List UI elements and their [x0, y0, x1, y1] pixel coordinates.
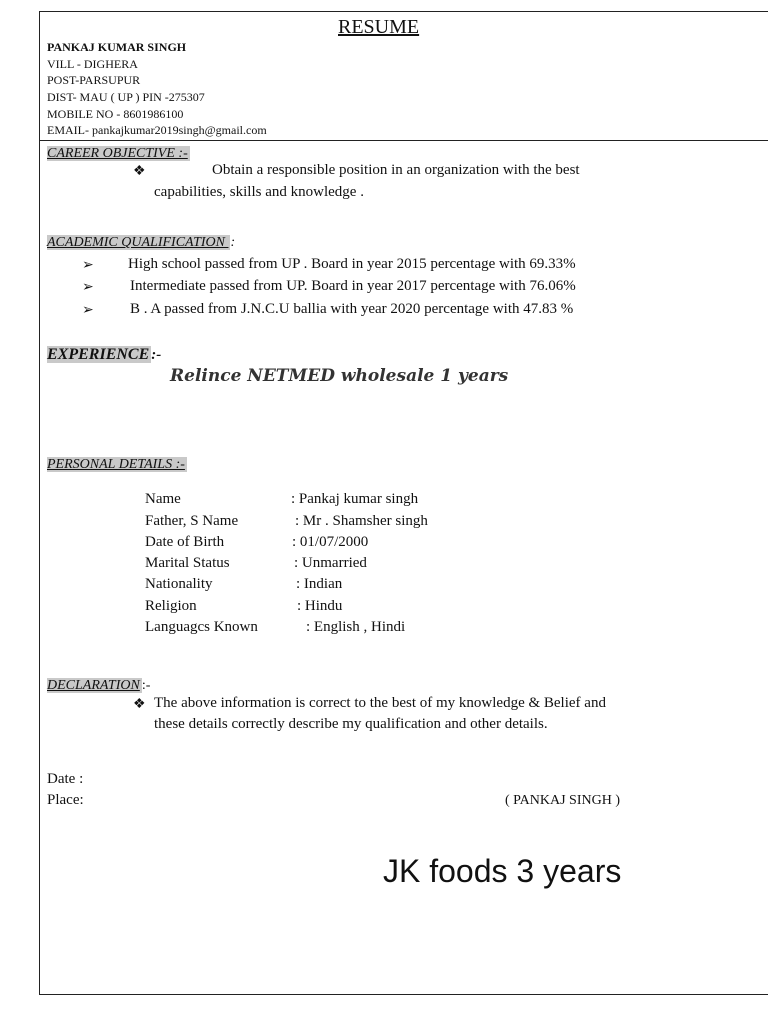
declaration-line-2: these details correctly describe my qualification and other details. — [154, 716, 548, 732]
candidate-name: PANKAJ KUMAR SINGH — [47, 40, 187, 54]
career-objective-line-1: Obtain a responsible position in an organization with the best — [212, 162, 580, 178]
detail-label-father: Father, S Name — [145, 513, 239, 529]
personal-details-label: PERSONAL DETAILS :- — [47, 457, 185, 472]
academic-label: ACADEMIC QUALIFICATION — [47, 235, 229, 250]
signature-name: ( PANKAJ SINGH ) — [505, 793, 620, 808]
address-post: POST-PARSUPUR — [47, 73, 141, 87]
address-district: DIST- MAU ( UP ) PIN -275307 — [47, 90, 205, 104]
detail-label-languages: Languagcs Known — [145, 619, 258, 635]
career-objective-line-2: capabilities, skills and knowledge . — [154, 184, 364, 200]
arrow-bullet-icon: ➢ — [82, 302, 94, 318]
detail-value-name: : Pankaj kumar singh — [291, 491, 419, 507]
detail-value-father: : Mr . Shamsher singh — [295, 513, 428, 529]
declaration-suffix: :- — [141, 678, 151, 693]
address-village: VILL - DIGHERA — [47, 57, 138, 71]
experience-heading — [47, 344, 161, 364]
career-objective-heading — [47, 142, 190, 162]
declaration-label: DECLARATION — [47, 678, 140, 693]
academic-colon: : — [230, 235, 236, 250]
place-label: Place: — [47, 792, 84, 808]
detail-label-nationality: Nationality — [145, 576, 213, 592]
personal-details-heading — [47, 453, 187, 473]
header-divider — [39, 140, 768, 141]
arrow-bullet-icon: ➢ — [82, 257, 94, 273]
diamond-bullet-icon: ❖ — [133, 163, 146, 179]
detail-label-marital: Marital Status — [145, 555, 230, 571]
detail-value-languages: : English , Hindi — [306, 619, 406, 635]
experience-suffix: :- — [151, 347, 162, 363]
experience-annotation: JK foods 3 years — [383, 853, 622, 889]
email-address: EMAIL- pankajkumar2019singh@gmail.com — [47, 123, 267, 137]
date-label: Date : — [47, 771, 84, 787]
arrow-bullet-icon: ➢ — [82, 279, 94, 295]
experience-item: Relince NETMED wholesale 1 years — [170, 366, 509, 386]
detail-value-marital: : Unmarried — [294, 555, 367, 571]
detail-value-nationality: : Indian — [296, 576, 343, 592]
academic-heading — [47, 231, 235, 251]
declaration-heading — [47, 674, 150, 694]
experience-label: EXPERIENCE — [47, 346, 150, 363]
detail-label-religion: Religion — [145, 598, 197, 614]
detail-label-dob: Date of Birth — [145, 534, 225, 550]
resume-title: RESUME — [338, 16, 420, 38]
detail-label-name: Name — [145, 491, 181, 507]
detail-value-religion: : Hindu — [297, 598, 343, 614]
detail-value-dob: : 01/07/2000 — [292, 534, 369, 550]
mobile-number: MOBILE NO - 8601986100 — [47, 107, 184, 121]
career-objective-label: CAREER OBJECTIVE :- — [47, 146, 188, 161]
diamond-bullet-icon: ❖ — [133, 696, 146, 712]
academic-item: B . A passed from J.N.C.U ballia with year 2020 percentage with 47.83 % — [130, 301, 574, 317]
academic-item: Intermediate passed from UP. Board in year 2017 percentage with 76.06% — [130, 278, 576, 294]
academic-item: High school passed from UP . Board in year 2015 percentage with 69.33% — [128, 256, 576, 272]
declaration-line-1: The above information is correct to the best of my knowledge & Belief and — [154, 695, 606, 711]
